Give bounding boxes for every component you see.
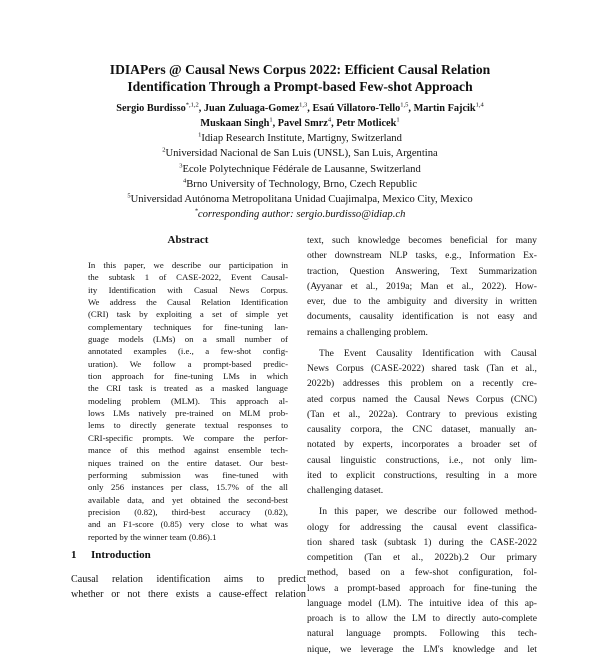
section-heading [71, 549, 151, 561]
text-line: News Corpus (CASE-2022) shared task (Tan et al., [307, 363, 537, 374]
author-name: Martin Fajcik [413, 103, 476, 114]
affiliation-text: Universidad Nacional de San Luis (UNSL), San Luis, Argentina [165, 148, 438, 160]
corresponding-text: corresponding author: sergio.burdisso@idiap.ch [197, 209, 406, 221]
text-line: uration). We follow a prompt-based predic- [88, 358, 288, 369]
affiliation-mark: 2 [162, 146, 166, 154]
text-line: challenging dataset. [307, 485, 384, 496]
text-line: annotated examples (i.e., a few-shot config- [88, 346, 288, 357]
author-name: Sergio Burdisso [116, 103, 186, 114]
author-marks: 1,4 [475, 101, 484, 109]
title-line: IDIAPers @ Causal News Corpus 2022: Efficient Causal Relation [109, 62, 491, 77]
text-line: reported by the winner team (0.86).1 [88, 531, 217, 542]
text-line: ever, due to the ambiguity and diversity in written [307, 296, 537, 307]
affiliation [40, 146, 560, 161]
text-line: modeling problem (MLM). This approach al- [88, 395, 288, 406]
text-line: niques trained on the entire dataset. Our best- [88, 457, 288, 468]
introduction-text [71, 572, 306, 602]
affiliation-text: Brno University of Technology, Brno, Czech Republic [186, 178, 418, 190]
author-name: Esaú Villatoro-Tello [312, 103, 401, 114]
text-line: precision (0.82), third-best accuracy (0.82), [88, 506, 288, 517]
text-line: traction, Question Answering, Text Summarization [307, 265, 537, 277]
author-list [40, 101, 560, 131]
author-name: Petr Motlicek [336, 118, 397, 129]
author-name: Juan Zuluaga-Gomez [203, 103, 300, 114]
text-line: the CRI task is treated as a masked language [88, 383, 288, 394]
text-line: the subtask 1 of CASE-2022, Event Causal- [88, 272, 288, 283]
text-line: Causal relation identification aims to predict [71, 574, 306, 585]
abstract-body [88, 259, 288, 543]
text-line: ited to explicit constructions, resulting in a more [307, 469, 537, 481]
author-marks: 1,5 [400, 101, 409, 109]
author-separator: , [272, 118, 278, 129]
text-line: whether or not there exists a cause-effect relation [71, 589, 306, 601]
affiliation-mark: 5 [127, 192, 131, 200]
corresponding-author [40, 207, 560, 222]
affiliation-text: Idiap Research Institute, Martigny, Switzerland [201, 133, 402, 144]
text-line: In this paper, we describe our participation in [88, 260, 288, 270]
affiliation-text: Universidad Autónoma Metropolitana Unidad Cuajimalpa, Mexico City, Mexico [130, 194, 473, 206]
text-line: tion shared task (subtask 1) during the CASE-2022 [307, 536, 537, 548]
author-marks: 4 [327, 116, 332, 124]
text-line: ology for addressing the causal event classifica- [307, 521, 537, 533]
text-line: performing submission was fine-tuned with [88, 469, 288, 480]
text-line: method, based on a few-shot configuration, fol- [307, 567, 537, 579]
text-line: (Ayyanar et al., 2019a; Man et al., 2022). How- [307, 280, 537, 292]
text-line: (CRI) task by exploiting a set of simple yet [88, 309, 288, 320]
text-line: ity Identification with Casual News Corpus. [88, 284, 288, 295]
text-line: only 256 instances per class, 15.7% of the all [88, 482, 288, 493]
text-line: (Tan et al., 2022a). Contrary to previous existing [307, 408, 537, 420]
title-line: Identification Through a Prompt-based Few-shot Approach [127, 79, 473, 94]
text-line: language model (LM). The intuitive idea of this ap- [307, 597, 537, 609]
author-line [40, 116, 560, 131]
text-line: 2022b) addresses this problem on a recently cre- [307, 378, 537, 390]
author-separator: , [331, 118, 337, 129]
text-line: lows LMs natively pre-trained on MLM prob- [88, 408, 288, 419]
corresponding-mark: * [194, 207, 198, 215]
paper-title [60, 61, 540, 95]
text-line: CRI-specific prompts. We compare the perfor- [88, 432, 288, 443]
text-line: The Event Causality Identification with Causal [319, 347, 537, 359]
affiliation-list [40, 131, 560, 223]
affiliation [40, 192, 560, 207]
author-name: Pavel Smrz [277, 118, 328, 129]
author-marks: 1,3 [299, 101, 308, 109]
affiliation-text: Ecole Polytechnique Fédérale de Lausanne, Switzerland [182, 163, 421, 175]
affiliation-mark: 1 [198, 131, 202, 139]
text-line: text, such knowledge becomes beneficial for many [307, 235, 537, 246]
text-line: lems to directly generate textual responses to [88, 420, 288, 431]
author-name: Muskaan Singh [200, 118, 270, 129]
affiliation [40, 177, 560, 192]
text-line: notated by experts, incorporates a broader set of [307, 439, 537, 451]
affiliation [40, 162, 560, 177]
text-line: and an F1-score (0.85) very close to what was [88, 519, 288, 530]
text-line: guage models (LMs) on a small number of [88, 334, 288, 345]
section-title: Introduction [91, 549, 151, 561]
text-line: other downstream NLP tasks, e.g., Information Ex- [307, 250, 537, 262]
text-line: proach is to allow the LM to directly auto-complete [307, 613, 537, 624]
affiliation-mark: 4 [182, 177, 187, 185]
author-separator: , [198, 103, 204, 114]
author-marks: 1 [396, 116, 400, 124]
author-marks: *,1,2 [185, 101, 199, 109]
affiliation [40, 131, 560, 146]
text-line: competition (Tan et al., 2022b).2 Our primary [307, 552, 537, 563]
author-line [40, 101, 560, 116]
abstract-heading: Abstract [167, 234, 209, 246]
text-line: remains a challenging problem. [307, 326, 428, 338]
text-line: mance of this method against ensemble tech- [88, 445, 288, 456]
affiliation-mark: 3 [179, 162, 183, 170]
author-separator: , [408, 103, 414, 114]
text-line: lows a prompt-based approach for fine-tuning the [307, 582, 537, 594]
author-separator: , [307, 103, 313, 114]
text-line: complementary techniques for fine-tuning lan- [88, 321, 288, 332]
section-number: 1 [71, 549, 77, 561]
author-marks: 1 [269, 116, 273, 124]
text-line: In this paper, we describe our followed method- [319, 506, 537, 518]
text-line: causal linguistic constructions, i.e., not only lim- [307, 454, 537, 466]
right-column-text [307, 233, 537, 657]
text-line: available data, and yet obtained the second-best [88, 494, 288, 505]
text-line: ated corpus named the Causal News Corpus (CNC) [307, 393, 537, 405]
text-line: nique, we leverage the LM's knowledge and let [307, 643, 537, 655]
text-line: We address the Causal Relation Identification [88, 297, 288, 308]
text-line: tion approach for fine-tuning LMs in which [88, 371, 288, 382]
text-line: causality corpora, the CNC dataset, manually an- [307, 424, 537, 435]
text-line: natural language prompts. Following this tech- [307, 628, 537, 640]
text-line: documents, causality identification is not easy and [307, 311, 537, 323]
